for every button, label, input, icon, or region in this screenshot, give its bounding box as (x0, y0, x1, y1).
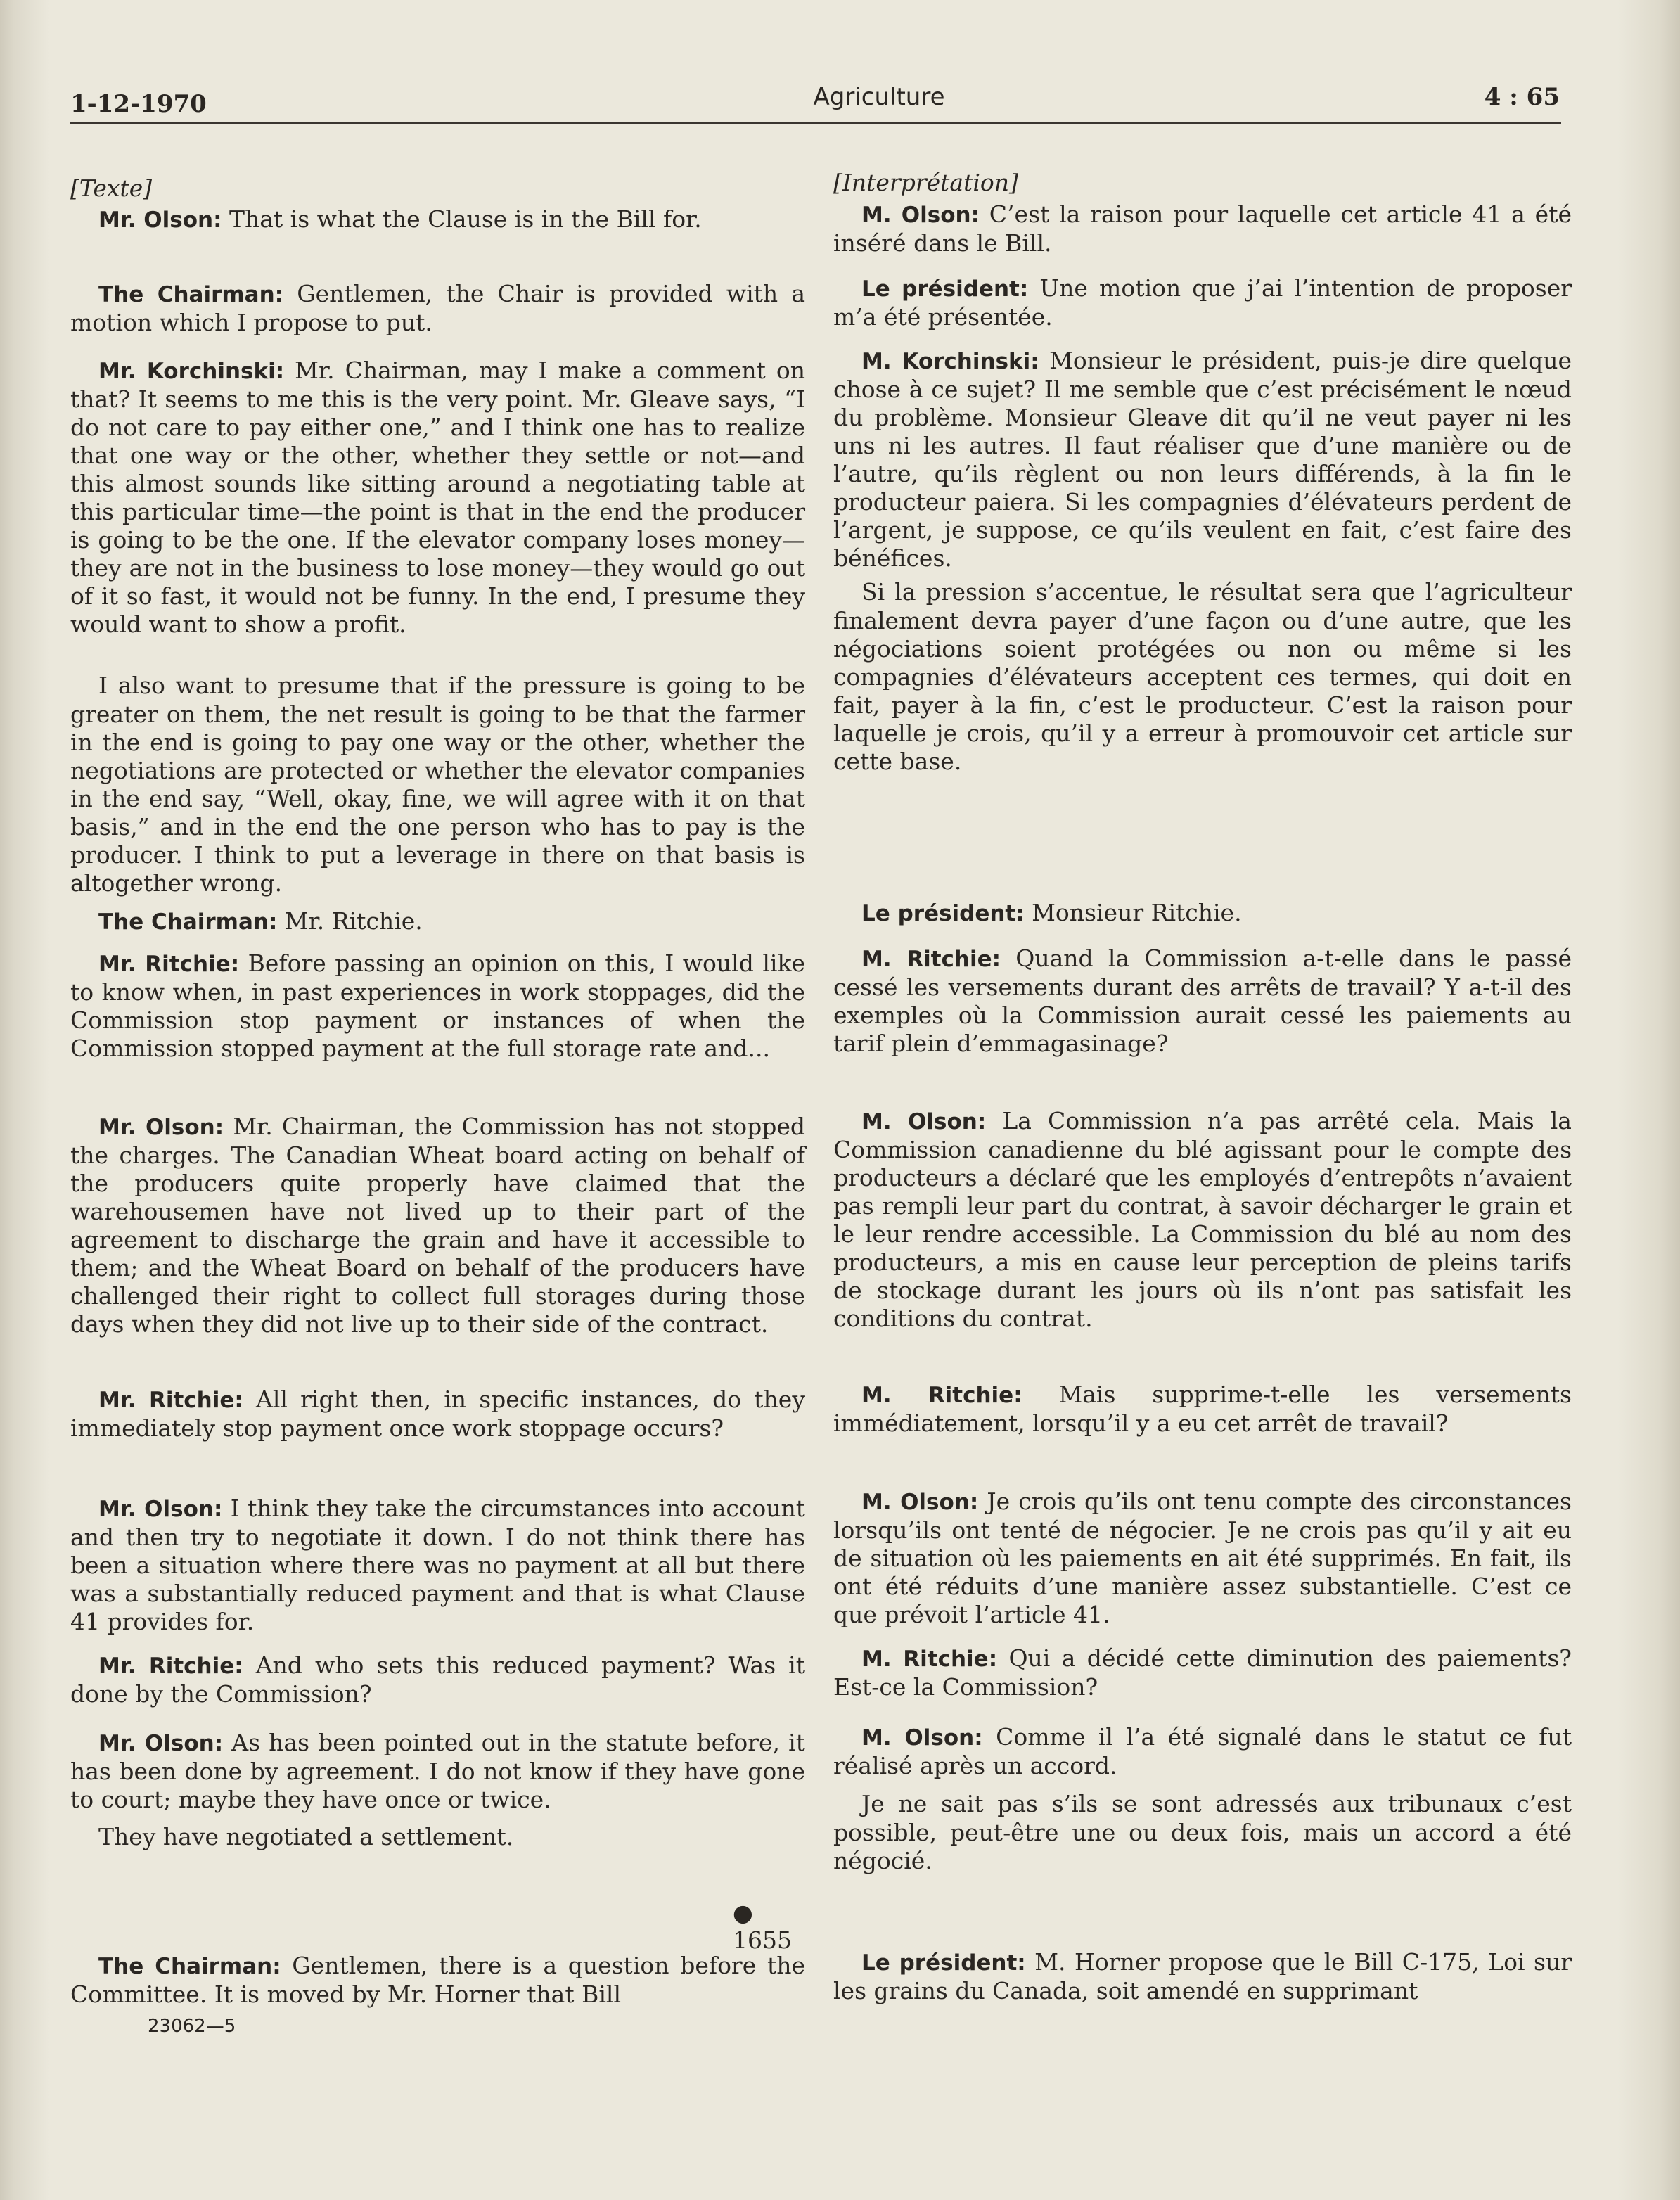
speech: C’est la raison pour laquelle cet article 41 a été inséré dans le Bill. (833, 200, 1572, 257)
speech: Je crois qu’ils ont tenu compte des circonstances lorsqu’ils ont tenté de négocier. Je ne crois pas qu’il y ait eu de situation où les paiements en ait été supprimés. En fait, ils ont été réduits d’une manière assez substantielle. C’est ce que prévoit l’article 41. (833, 1488, 1572, 1628)
speaker: Mr. Ritchie: (98, 1388, 243, 1413)
paragraph (70, 949, 805, 1063)
speaker: The Chairman: (98, 1954, 281, 1979)
paragraph (833, 945, 1572, 1058)
speech: They have negotiated a settlement. (98, 1823, 514, 1850)
speaker: Le président: (861, 276, 1029, 302)
speaker: Mr. Olson: (98, 1497, 223, 1522)
speaker: Mr. Korchinski: (98, 359, 285, 384)
speaker: Mr. Olson: (98, 207, 222, 233)
running-head (70, 83, 1561, 124)
speech: Mr. Ritchie. (277, 907, 423, 935)
paragraph (833, 200, 1572, 257)
paragraph (833, 1723, 1572, 1780)
paragraph (70, 357, 805, 639)
speech: Une motion que j’ai l’intention de proposer m’a été présentée. (833, 274, 1572, 331)
speech: All right then, in specific instances, do they immediately stop payment once work stoppage occurs? (70, 1386, 805, 1442)
speech: Mr. Chairman, the Commission has not stopped the charges. The Canadian Wheat board acting on behalf of the producers quite properly have claimed that the warehousemen have not lived up to their part of the agreement to discharge the grain and have it accessible to them; and the Wheat Board on behalf of the producers have challenged their right to collect full storages during those days when they did not live up to their side of the contract. (70, 1113, 805, 1338)
speaker: Mr. Olson: (98, 1115, 224, 1140)
header-page-number: 4 : 65 (1484, 83, 1560, 111)
language-label: [Interprétation] (833, 169, 1018, 196)
speaker: The Chairman: (98, 909, 278, 935)
paragraph (833, 1644, 1572, 1701)
speaker: M. Ritchie: (861, 947, 1001, 972)
paragraph (70, 1495, 805, 1636)
speech: La Commission n’a pas arrêté cela. Mais la Commission canadienne du blé agissant pour le compte des producteurs a déclaré que les employés d’entrepôts n’avaient pas rempli leur part du contrat, à savoir décharger le grain et le leur rendre accessible. La Commission du blé au nom des producteurs, a mis en cause leur perception de pleins tarifs de stockage durant les jours où ils n’ont pas satisfait les conditions du contrat. (833, 1107, 1572, 1332)
speaker: Mr. Ritchie: (98, 1654, 243, 1679)
paragraph (70, 1952, 805, 2009)
speech: Mr. Chairman, may I make a comment on that? It seems to me this is the very point. Mr. Gleave says, “I do not care to pay either one,” and I think one has to realize that one way or the other, whether they settle or not—and this almost sounds like sitting around a negotiating table at this particular time—the point is that in the end the producer is going to be the one. If the elevator company loses money—they are not in the business to lose money—they would go out of it so fast, it would not be funny. In the end, I presume they would want to show a profit. (70, 357, 805, 638)
speaker: M. Olson: (861, 1109, 987, 1134)
speaker: M. Olson: (861, 203, 980, 228)
paragraph (70, 1823, 805, 1852)
paragraph (70, 1113, 805, 1338)
speech: As has been pointed out in the statute before, it has been done by agreement. I do not know if they have gone to court; maybe they have once or twice. (70, 1729, 805, 1813)
speech: I think they take the circumstances into account and then try to negotiate it down. I do not think there has been a situation where there was no payment at all but there was a substantially reduced payment and that is what Clause 41 provides for. (70, 1495, 806, 1635)
speech: Quand la Commission a-t-elle dans le passé cessé les versements durant des arrêts de travail? Y a-t-il des exemples où la Commission aurait cessé les paiements au tarif plein d’emmagasinage? (833, 945, 1572, 1057)
paragraph (833, 578, 1572, 776)
time-marker: ● 1655 (733, 1899, 792, 1954)
paragraph (833, 1381, 1572, 1438)
speaker: Le président: (861, 901, 1025, 926)
speech: I also want to presume that if the pressure is going to be greater on them, the net result is going to be that the farmer in the end is going to pay one way or the other, whether the negotiations are protected or whether the elevator companies in the end say, “Well, okay, fine, we will agree with it on that basis,” and in the end the one person who has to pay is the producer. I think to put a leverage in there on that basis is altogether wrong. (70, 672, 805, 897)
speech: Qui a décidé cette diminution des paiements? Est-ce la Commission? (833, 1644, 1572, 1701)
speech: Gentlemen, the Chair is provided with a motion which I propose to put. (70, 280, 805, 336)
header-title: Agriculture (813, 83, 945, 111)
speaker: Mr. Olson: (98, 1731, 224, 1756)
paragraph (833, 1488, 1572, 1629)
speech: Monsieur Ritchie. (1024, 899, 1242, 926)
speaker: Mr. Ritchie: (98, 952, 240, 977)
speaker: M. Ritchie: (861, 1383, 1022, 1408)
paragraph (70, 205, 805, 234)
speech: Monsieur le président, puis-je dire quelque chose à ce sujet? Il me semble que c’est précisément le nœud du problème. Monsieur Gleave dit qu’il ne veut payer ni les uns ni les autres. Il faut réaliser que d’une manière ou de l’autre, qu’ils règlent ou non leurs différends, à la fin le producteur paiera. Si les compagnies d’élévateurs perdent de l’argent, je suppose, ce qu’ils veulent en fait, c’est faire des bénéfices. (833, 347, 1572, 572)
paragraph (70, 1386, 805, 1443)
speech: M. Horner propose que le Bill C-175, Loi sur les grains du Canada, soit amendé en supprimant (833, 1948, 1572, 2004)
paragraph (833, 1790, 1572, 1875)
paragraph (70, 672, 805, 897)
paragraph (833, 1948, 1572, 2005)
speaker: The Chairman: (98, 282, 284, 307)
speech: And who sets this reduced payment? Was it done by the Commission? (70, 1651, 805, 1708)
speech: Gentlemen, there is a question before the Committee. It is moved by Mr. Horner that Bill (70, 1952, 805, 2008)
paragraph (70, 1651, 805, 1708)
speech: Je ne sait pas s’ils se sont adressés aux tribunaux c’est possible, peut-être une ou deux fois, mais un accord a été négocié. (833, 1790, 1572, 1874)
paragraph (833, 274, 1572, 331)
paragraph (70, 280, 805, 337)
speaker: M. Korchinski: (861, 349, 1039, 374)
speech: Before passing an opinion on this, I would like to know when, in past experiences in work stoppages, did the Commission stop payment or instances of when the Commission stopped payment at the full storage rate and... (70, 949, 805, 1062)
speaker: M. Ritchie: (861, 1646, 998, 1672)
speech: Mais supprime-t-elle les versements immédiatement, lorsqu’il y a eu cet arrêt de travail? (833, 1381, 1572, 1437)
speaker: M. Olson: (861, 1725, 983, 1751)
paragraph (833, 347, 1572, 573)
paragraph (70, 907, 805, 936)
speech: Comme il l’a été signalé dans le statut ce fut réalisé après un accord. (833, 1723, 1572, 1779)
speech: Si la pression s’accentue, le résultat sera que l’agriculteur finalement devra payer d’une façon ou d’une autre, que les négociations soient protégées ou non ou même si les compagnies d’élévateurs acceptent ces termes, qui doit en fait, payer à la fin, c’est le producteur. C’est la raison pour laquelle je crois, qu’il y a erreur à promouvoir cet article sur cette base. (833, 578, 1572, 775)
paragraph (833, 899, 1572, 928)
language-label: [Texte] (70, 174, 153, 202)
header-date: 1-12-1970 (70, 90, 207, 118)
paragraph (70, 1729, 805, 1814)
speaker: M. Olson: (861, 1490, 979, 1515)
footer-code: 23062—5 (148, 2016, 236, 2037)
speaker: Le président: (861, 1950, 1026, 1976)
paragraph (833, 1107, 1572, 1333)
speech: That is what the Clause is in the Bill for. (222, 205, 702, 233)
